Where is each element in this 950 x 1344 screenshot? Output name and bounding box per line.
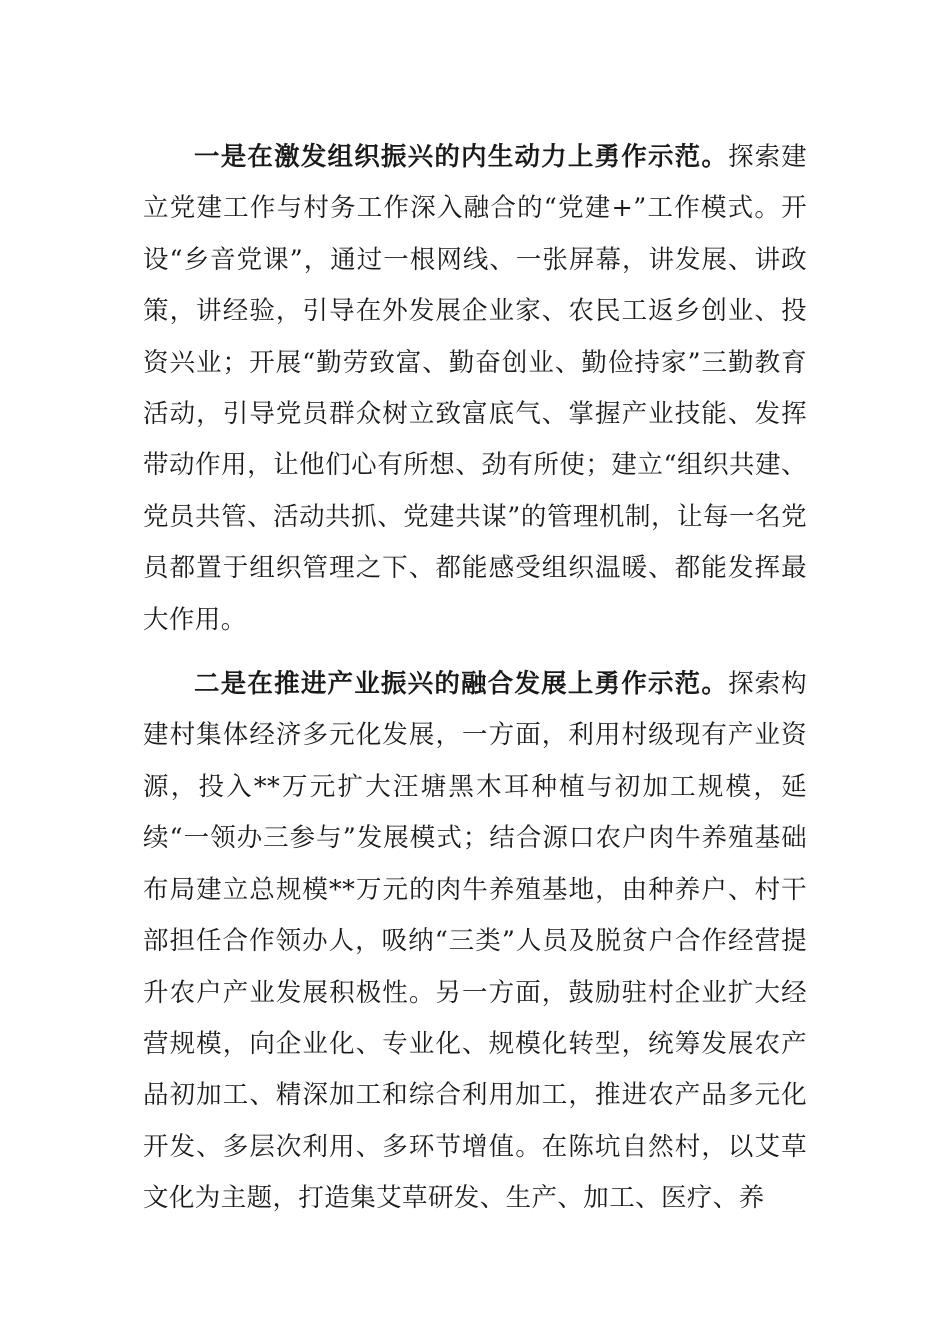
- paragraph-1: [143, 132, 807, 646]
- document-body: [143, 132, 807, 1238]
- paragraph-2: [143, 659, 807, 1224]
- paragraph-1-text: 探索建立党建工作与村务工作深入融合的“党建+”工作模式。开设“乡音党课”，通过一根网线、一张屏幕，讲发展、讲政策，讲经验，引导在外发展企业家、农民工返乡创业、投资兴业；开展“勤劳致富、勤奋创业、勤俭持家”三勤教育活动，引导党员群众树立致富底气、掌握产业技能、发挥带动作用，让他们心有所想、劲有所使；建立“组织共建、党员共管、活动共抓、党建共谋”的管理机制，让每一名党员都置于组织管理之下、都能感受组织温暖、都能发挥最大作用。: [143, 142, 807, 635]
- paragraph-1-lead: 一是在激发组织振兴的内生动力上勇作示范。: [194, 142, 729, 172]
- paragraph-2-text: 探索构建村集体经济多元化发展，一方面，利用村级现有产业资源，投入**万元扩大汪塘黑木耳种植与初加工规模，延续“一领办三参与”发展模式；结合源口农户肉牛养殖基础布局建立总规模**万元的肉牛养殖基地，由种养户、村干部担任合作领办人，吸纳“三类”人员及脱贫户合作经营提升农户产业发展积极性。另一方面，鼓励驻村企业扩大经营规模，向企业化、专业化、规模化转型，统筹发展农产品初加工、精深加工和综合利用加工，推进农产品多元化开发、多层次利用、多环节增值。在陈坑自然村，以艾草文化为主题，打造集艾草研发、生产、加工、医疗、养: [143, 669, 807, 1214]
- paragraph-2-lead: 二是在推进产业振兴的融合发展上勇作示范。: [194, 669, 729, 700]
